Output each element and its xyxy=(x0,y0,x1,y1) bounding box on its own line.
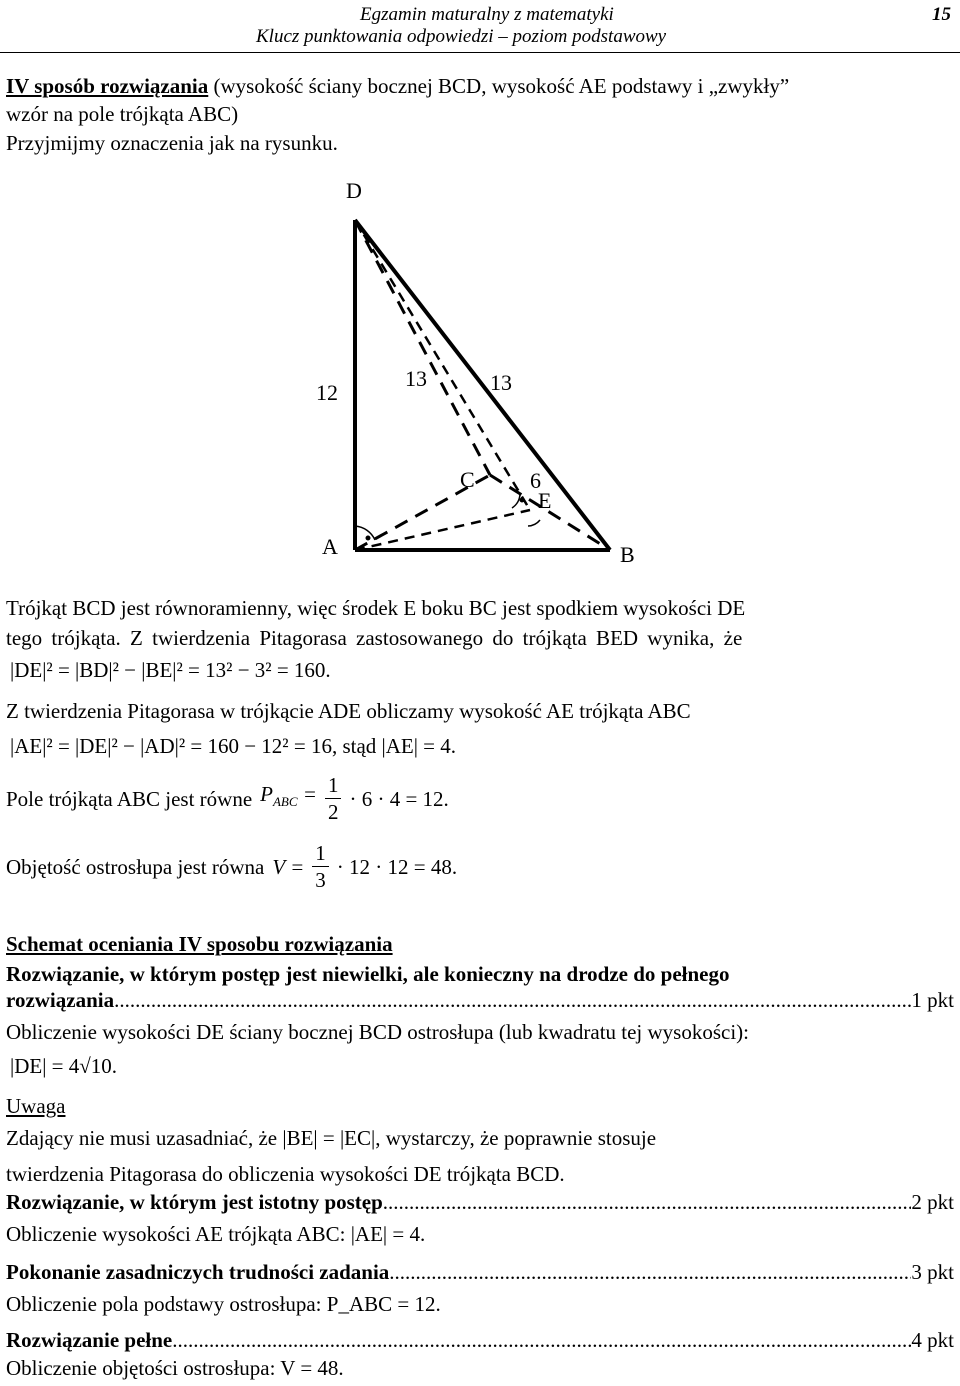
right-angle-A xyxy=(355,526,375,540)
schema-level3-row xyxy=(6,1260,954,1285)
label-E: E xyxy=(538,488,552,513)
points-2: 2 pkt xyxy=(911,1190,954,1214)
right-angle-E2 xyxy=(528,520,540,526)
label-B: B xyxy=(620,542,635,567)
header-subtitle: Klucz punktowania odpowiedzi – poziom podstawowy xyxy=(256,26,667,47)
points-4: 4 pkt xyxy=(911,1328,954,1352)
length-EB: 6 xyxy=(530,468,541,493)
area-subscript: ABC xyxy=(272,794,298,810)
area-num: 1 xyxy=(325,772,342,799)
area-label: Pole trójkąta ABC jest równe xyxy=(6,786,253,811)
volume-lhs: V = xyxy=(272,854,305,879)
schema-level4: Rozwiązanie pełne xyxy=(6,1328,173,1352)
label-A: A xyxy=(322,534,338,559)
volume-fraction xyxy=(312,840,329,893)
equation-DE: |DE|² = |BD|² − |BE|² = 13² − 3² = 160. xyxy=(10,658,331,682)
volume-label: Objętość ostrosłupa jest równa xyxy=(6,854,265,879)
area-den: 2 xyxy=(327,800,339,824)
area-row xyxy=(6,772,449,825)
right-angle-E xyxy=(512,494,520,508)
schema-level1-row xyxy=(6,988,954,1013)
schema-level3: Pokonanie zasadniczych trudności zadania xyxy=(6,1260,390,1284)
uwaga-line2: twierdzenia Pitagorasa do obliczenia wysokości DE trójkąta BCD. xyxy=(6,1162,565,1186)
pyramid-figure xyxy=(0,170,960,590)
method-heading-rest: (wysokość ściany bocznej BCD, wysokość AE podstawy i „zwykły” xyxy=(208,74,790,98)
intro-line2: wzór na pole trójkąta ABC) xyxy=(6,102,239,126)
area-symbol: P xyxy=(260,782,273,807)
schema-level2: Rozwiązanie, w którym jest istotny postęp xyxy=(6,1190,383,1214)
method-heading: IV sposób rozwiązania xyxy=(6,74,209,98)
area-lhs: $P_{ABC}$ = xyxy=(260,782,317,810)
uwaga-title: Uwaga xyxy=(6,1094,66,1118)
segment-AE xyxy=(355,510,530,550)
label-C: C xyxy=(460,467,475,492)
segment-DE xyxy=(355,220,530,510)
text-line2: tego trójkąta. Z twierdzenia Pitagorasa zastosowanego do trójkąta BED wynika, że xyxy=(6,626,743,650)
area-fraction xyxy=(325,772,342,825)
schema-level1-c: Obliczenie wysokości DE ściany bocznej BCD ostrosłupa (lub kwadratu tej wysokości): xyxy=(6,1020,750,1044)
volume-rhs: · 12 · 12 = 48. xyxy=(336,854,458,879)
volume-num: 1 xyxy=(312,840,329,867)
volume-row xyxy=(6,840,457,893)
edge-DC xyxy=(355,220,490,475)
volume-den: 3 xyxy=(315,868,326,892)
schema-level1-a: Rozwiązanie, w którym postęp jest niewielki, ale konieczny na drodze do pełnego xyxy=(6,962,730,986)
text-line1: Trójkąt BCD jest równoramienny, więc środek E boku BC jest spodkiem wysokości DE xyxy=(6,596,746,620)
label-D: D xyxy=(346,178,362,203)
edge-DB xyxy=(355,220,610,550)
length-CD: 13 xyxy=(405,366,427,391)
schema-level1-d: |DE| = 4√10. xyxy=(10,1054,118,1078)
page-number: 15 xyxy=(932,4,951,25)
text-line3: Z twierdzenia Pitagorasa w trójkącie ADE obliczamy wysokość AE trójkąta ABC xyxy=(6,699,691,723)
equation-AE: |AE|² = |DE|² − |AD|² = 160 − 12² = 16, stąd |AE| = 4. xyxy=(10,734,457,758)
points-3: 3 pkt xyxy=(911,1260,954,1284)
schema-level4-row xyxy=(6,1328,954,1353)
points-1: 1 pkt xyxy=(911,988,954,1012)
length-AD: 12 xyxy=(316,380,338,405)
schema-level1-b: rozwiązania xyxy=(6,988,115,1012)
intro-line1 xyxy=(6,72,789,100)
schema-level3-b: Obliczenie pola podstawy ostrosłupa: P_ABC = 12. xyxy=(6,1292,441,1316)
schema-level2-b: Obliczenie wysokości AE trójkąta ABC: |AE| = 4. xyxy=(6,1222,426,1246)
length-BD: 13 xyxy=(490,370,512,395)
uwaga-line1: Zdający nie musi uzasadniać, że |BE| = |EC|, wystarczy, że poprawnie stosuje xyxy=(6,1126,657,1150)
area-rhs: · 6 · 4 = 12. xyxy=(349,786,449,811)
schema-level4-b: Obliczenie objętości ostrosłupa: V = 48. xyxy=(6,1356,344,1380)
header-rule xyxy=(0,52,960,53)
intro-line3: Przyjmijmy oznaczenia jak na rysunku. xyxy=(6,131,338,155)
schema-level2-row xyxy=(6,1190,954,1215)
header-title: Egzamin maturalny z matematyki xyxy=(360,4,614,25)
schema-title: Schemat oceniania IV sposobu rozwiązania xyxy=(6,932,393,956)
